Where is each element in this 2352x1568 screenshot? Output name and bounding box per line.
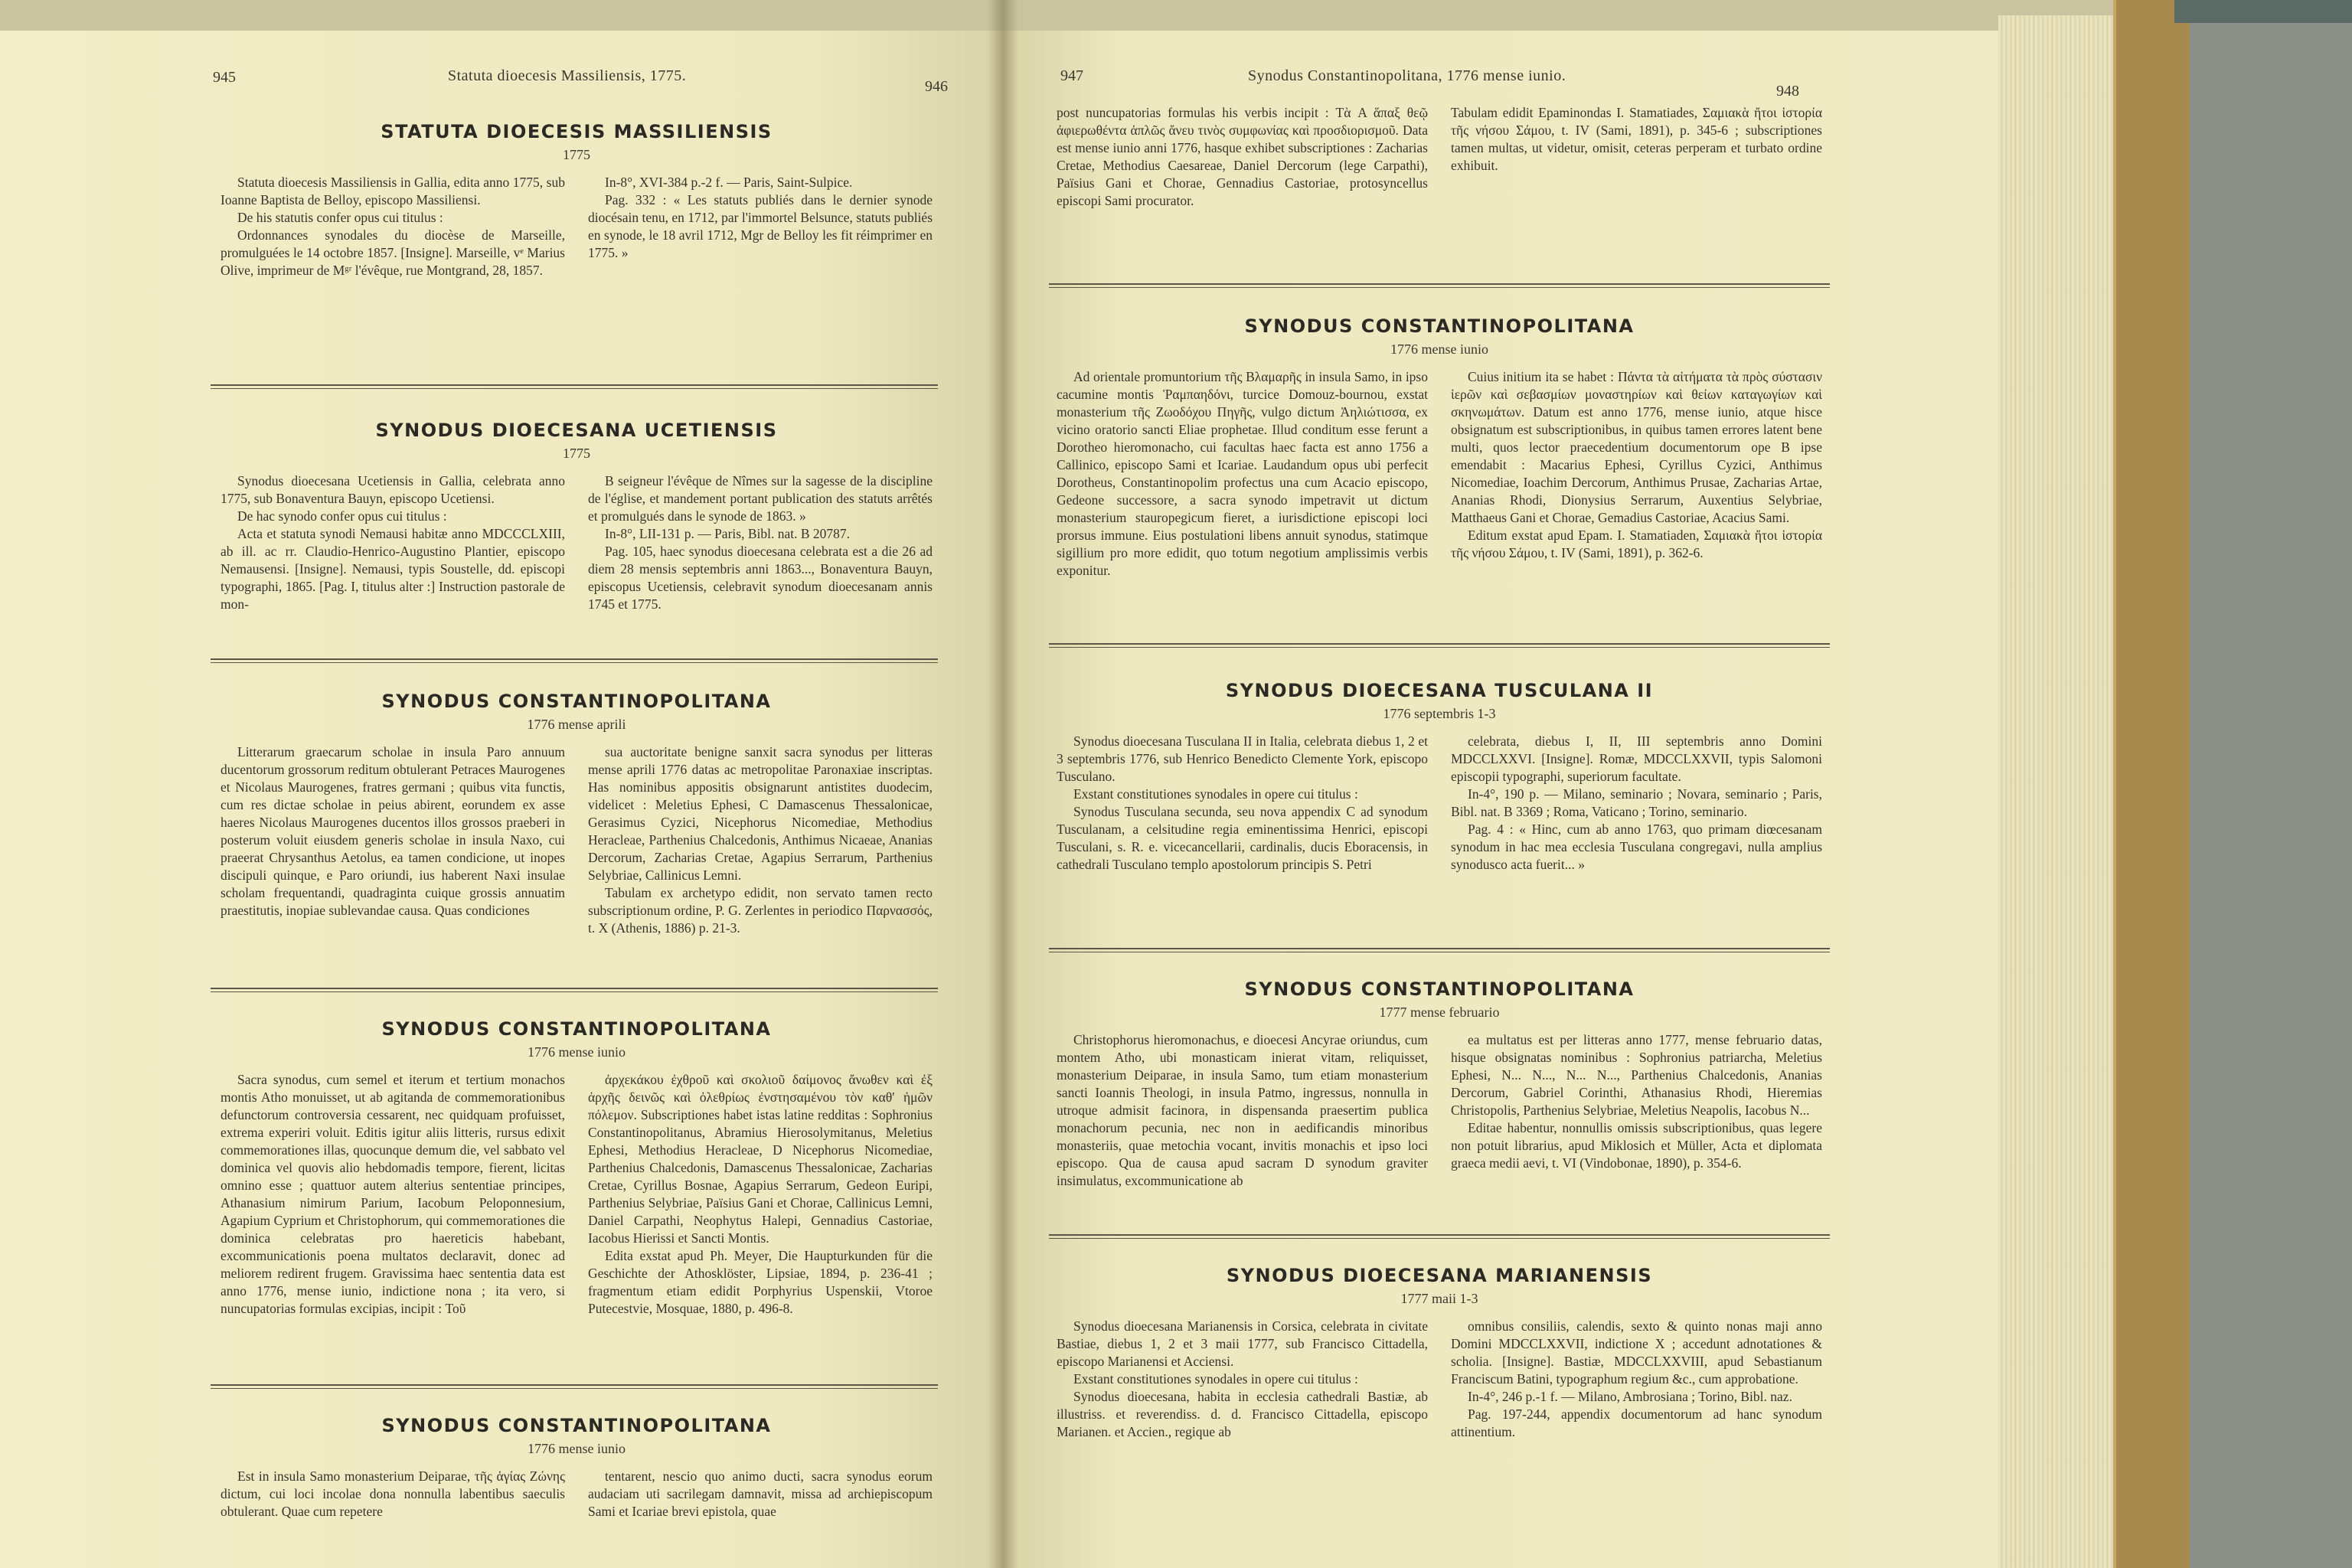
paragraph: Synodus dioecesana, habita in ecclesia cathedrali Bastiæ, ab illustriss. et reverendiss. d. d. Francisco Cittadella, episcopo Marianen. et Accien., regique ab bbox=[1057, 1389, 1428, 1439]
section-divider bbox=[211, 384, 938, 386]
text-column-left bbox=[220, 1071, 565, 1318]
book-cover bbox=[2113, 0, 2193, 1568]
background-strip bbox=[2174, 0, 2352, 23]
paragraph: Editum exstat apud Epam. I. Stamatiaden, Σαμιακὰ ἤτοι ἱστορία τῆς νήσου Σάμου, t. IV (Sami, 1891), p. 362-6. bbox=[1451, 528, 1822, 560]
running-head: Statuta dioecesis Massiliensis, 1775. bbox=[448, 67, 687, 84]
section-date: 1776 mense iunio bbox=[528, 1441, 626, 1456]
paragraph: Synodus dioecesana Ucetiensis in Gallia, celebrata anno 1775, sub Bonaventura Bauyn, episcopo Ucetiensi. bbox=[220, 473, 565, 506]
paragraph: tentarent, nescio quo animo ducti, sacra synodus eorum audaciam uti sacrilegam damnavit, missa ad archiepiscopum Sami et Icariae brevi epistola, quae bbox=[588, 1468, 933, 1519]
paragraph: Exstant constitutiones synodales in opere cui titulus : bbox=[1073, 1371, 1358, 1387]
text-column-right bbox=[1451, 104, 1822, 210]
text-column-left bbox=[1057, 1031, 1428, 1190]
section-date: 1775 bbox=[563, 147, 590, 162]
text-column-left bbox=[1057, 104, 1428, 210]
paragraph: Synodus dioecesana Marianensis in Corsica, celebrata in civitate Bastiae, diebus 1, 2 et 3 maii 1777, sub Francisco Cittadella, episcopo Marianensi et Acciensi. bbox=[1057, 1318, 1428, 1369]
section-title: SYNODUS DIOECESANA TUSCULANA II bbox=[1225, 680, 1654, 701]
paragraph: omnibus consiliis, calendis, sexto & quinto nonas maji anno Domini MDCCLXXVII, indictione X ; accedunt adnotationes & scholia. [Insigne]. Bastiæ, MDCCLXXVIII, apud Sebastianum Franciscum Batini, typographum regium &c., cum approbatione. bbox=[1451, 1318, 1822, 1387]
paragraph: Sacra synodus, cum semel et iterum et tertium monachos montis Atho monuisset, ut ab agitanda de commemorationibus defunctorum controversia cessarent, nec quidquam profuisset, extrema experiri voluit. Editis igitur aliis litteris, rursus edixit commemorationes illas, quocunque demum die, vel sabbato vel dominica vel quovis alio hebdomadis tempore, fierent, licitas omnino esse ; quattuor autem alterius sententiae principes, Athanasium nimirum Parium, Iacobum Peloponnesium, Agapium Cyprium et Christophorum, qui commemorationes die dominica celebratas pro haereticis habebant, excommunicationis poena multatos declaravit, donec ad meliorem redirent frugem. Gravissima haec sententia data est anno 1776, mense iunio, indictione nona ; ita vero, si nuncupatorias formulas excipias, incipit : Τοῦ bbox=[220, 1072, 565, 1316]
section-divider bbox=[1049, 948, 1830, 949]
section-divider bbox=[1049, 643, 1830, 645]
paragraph: Synodus dioecesana Tusculana II in Italia, celebrata diebus 1, 2 et 3 septembris 1776, sub Henrico Benedicto Clemente York, episcopo Tusculano. bbox=[1057, 733, 1428, 784]
section-marianensis bbox=[1057, 1265, 1822, 1441]
section-title: SYNODUS DIOECESANA UCETIENSIS bbox=[375, 420, 778, 441]
section-constantinopolitana-iunio bbox=[220, 1018, 933, 1318]
book-gutter bbox=[988, 0, 1018, 1568]
page-edges bbox=[1998, 15, 2113, 1568]
section-title: SYNODUS CONSTANTINOPOLITANA bbox=[381, 1018, 772, 1040]
paragraph: In-8°, LII-131 p. — Paris, Bibl. nat. B 20787. bbox=[605, 526, 851, 541]
section-title: SYNODUS CONSTANTINOPOLITANA bbox=[381, 1415, 772, 1436]
paragraph: De his statutis confer opus cui titulus : bbox=[237, 210, 443, 225]
paragraph: Pag. 4 : « Hinc, cum ab anno 1763, quo primam diœcesanam synodum in hac mea ecclesia Tusculana congregavi, nulla amplius synodusco acta fuerit... » bbox=[1451, 822, 1822, 872]
section-date: 1776 septembris 1-3 bbox=[1383, 706, 1496, 721]
paragraph: Synodus Tusculana secunda, seu nova appendix C ad synodum Tusculanam, a celsitudine regia eminentissima Henrici, episcopi Tusculani, s. R. e. vicecancellarii, cardinalis, ducis Eboracensis, in cathedrali Tusculano templo apostolorum principis S. Petri bbox=[1057, 804, 1428, 872]
text-column-right bbox=[1451, 733, 1822, 874]
text-column-left bbox=[220, 743, 565, 937]
section-divider bbox=[1049, 283, 1830, 285]
section-constantinopolitana-aprili bbox=[220, 691, 933, 937]
section-constantinopolitana-iunio-samo bbox=[220, 1415, 933, 1521]
text-column-right bbox=[588, 174, 933, 279]
section-divider bbox=[1049, 1234, 1830, 1236]
section-date: 1776 mense iunio bbox=[528, 1044, 626, 1060]
paragraph: De hac synodo confer opus cui titulus : bbox=[237, 508, 447, 524]
column-number: 946 bbox=[925, 78, 948, 95]
section-date: 1777 maii 1-3 bbox=[1400, 1291, 1478, 1306]
section-tusculana bbox=[1057, 680, 1822, 874]
section-constantinopolitana-februario bbox=[1057, 978, 1822, 1190]
left-page bbox=[0, 31, 1003, 1568]
paragraph: Cuius initium ita se habet : Πάντα τὰ αἰτήματα τὰ πρὸς σύστασιν ἱερῶν καὶ σεβασμίων μοναστηρίων καὶ θείων καταγωγίων καὶ σκηνωμάτων. Datum est anno 1776, mense iunio, atque hisce obsignatum est subscriptionibus, in quibus tamen errores latent bene multi, quos lector praecedentium documentorum ope B ipse emendabit : Macarius Ephesi, Cyrillus Cyzici, Anthimus Nicomediae, Ioachim Dercorum, Anthimus Prusae, Zacharias Artae, Ananias Rhodi, Dionysius Serrarum, Auxentius Selybriae, Matthaeus Gani et Chorae, Gemadius Castoriae, Acacius Sami. bbox=[1451, 369, 1822, 525]
paragraph: sua auctoritate benigne sanxit sacra synodus per litteras mense aprili 1776 datas ac metropolitae Paronaxiae inscriptas. Has nominibus appositis obsignarunt antistites duodecim, videlicet : Meletius Ephesi, C Damascenus Thessalonicae, Gerasimus Cyzici, Nicephorus Nicomediae, Methodius Heracleae, Parthenius Chalcedonis, Anthimus Nicaeae, Ananias Dercorum, Zacharias Cretae, Agapius Serrarum, Parthenius Selybriae, Callinicus Lemni. bbox=[588, 744, 933, 883]
running-head: Synodus Constantinopolitana, 1776 mense iunio. bbox=[1248, 67, 1566, 84]
section-date: 1777 mense februario bbox=[1379, 1004, 1500, 1020]
section-divider bbox=[211, 658, 938, 660]
section-title: STATUTA DIOECESIS MASSILIENSIS bbox=[381, 121, 773, 142]
text-column-right bbox=[588, 472, 933, 613]
paragraph: post nuncupatorias formulas his verbis incipit : Τὰ A ἅπαξ θεῷ ἀφιερωθέντα ἁπλῶς ἄνευ τινὸς συμφωνίας καὶ προσδιορισμοῦ. Data est mense iunio anni 1776, hasque exhibet subscriptiones : Zacharias Cretae, Methodius Caesareae, Daniel Dercorum (lege Carpathi), Païsius Gani et Chorae, Gennadius Castoriae, protosyncellus episcopi Sami procurator. bbox=[1057, 105, 1428, 208]
section-title: SYNODUS CONSTANTINOPOLITANA bbox=[1244, 315, 1635, 337]
section-continuation bbox=[1057, 104, 1822, 210]
paragraph: Editae habentur, nonnullis omissis subscriptionibus, quas legere non potuit librarius, apud Miklosich et Müller, Acta et diplomata graeca medii aevi, t. VI (Vindobonae, 1890), p. 354-6. bbox=[1451, 1120, 1822, 1171]
text-column-right bbox=[588, 1468, 933, 1521]
section-title: SYNODUS DIOECESANA MARIANENSIS bbox=[1226, 1265, 1653, 1286]
paragraph: Ordonnances synodales du diocèse de Marseille, promulguées le 14 octobre 1857. [Insigne]. Marseille, vᵉ Marius Olive, imprimeur de Mᵍʳ l'évêque, rue Montgrand, 28, 1857. bbox=[220, 227, 565, 278]
paragraph: Ad orientale promuntorium τῆς Βλαμαρῆς in insula Samo, in ipso cacumine montis Ῥαμπαηδόνι, turcice Domouz-bournou, exstat monasterium τῆς Ζωοδόχου Πηγῆς, vulgo dictum Ἀηλιώτισσα, ex vicino oratorio sancti Eliae prophetae. Illud conditum esse ferunt a Dorotheo hieromonacho, cui facultas haec facta est anno 1756 a Callinico, episcopo Sami et Icariae. Laudandum opus ubi perfecit Dorotheus, Constantinopolim profectus una cum Acacio episcopo, Gedeone successore, a sacra synodo impetravit ut dictum monasterium stauropegicum fieret, a iurisdictione episcopi loci prorsus immune. Eius postulationi libens annuit synodus, statimque sigillium pro more edidit, quo totum negotium amplissimis verbis exponitur. bbox=[1057, 369, 1428, 578]
paragraph: B seigneur l'évêque de Nîmes sur la sagesse de la discipline de l'église, et mandement portant publication des statuts arrêtés et promulgués dans le synode de 1863. » bbox=[588, 473, 933, 524]
section-date: 1775 bbox=[563, 446, 590, 461]
column-number: 948 bbox=[1776, 83, 1799, 100]
paragraph: Est in insula Samo monasterium Deiparae, τῆς ἁγίας Ζώνης dictum, cui loci incolae dona nonnulla labentibus saeculis obtulerant. Quae cum repetere bbox=[220, 1468, 565, 1519]
section-divider bbox=[211, 988, 938, 989]
paragraph: Edita exstat apud Ph. Meyer, Die Haupturkunden für die Geschichte der Athosklöster, Lipsiae, 1894, p. 236-41 ; fragmentum etiam edidit Porphyrius Uspenskii, Vtoroe Putecestvie, Mosquae, 1880, p. 496-8. bbox=[588, 1248, 933, 1316]
paragraph: Tabulam ex archetypo edidit, non servato tamen recto subscriptionum ordine, P. G. Zerlentes in periodico Παρνασσός, t. X (Athenis, 1886) p. 21-3. bbox=[588, 885, 933, 936]
text-column-left bbox=[1057, 1318, 1428, 1441]
text-column-left bbox=[1057, 368, 1428, 580]
table-surface bbox=[2190, 0, 2352, 1568]
section-date: 1776 mense iunio bbox=[1390, 341, 1488, 357]
paragraph: Pag. 332 : « Les statuts publiés dans le dernier synode diocésain tenu, en 1712, par l'immortel Belsunce, statuts publiés en synode, le 18 avril 1712, Mgr de Belloy les fit réimprimer en 1775. » bbox=[588, 192, 933, 260]
paragraph: In-4°, 190 p. — Milano, seminario ; Novara, seminario ; Paris, Bibl. nat. B 3369 ; Roma, Vaticano ; Torino, seminario. bbox=[1451, 786, 1822, 819]
paragraph: Exstant constitutiones synodales in opere cui titulus : bbox=[1073, 786, 1358, 802]
paragraph: Christophorus hieromonachus, e dioecesi Ancyrae oriundus, cum montem Atho, ubi monasticam inierat vitam, reliquisset, monasterium Deiparae, in insula Samo, tum etiam monasterium sancti Ioannis Theologi, in insula Patmo, ingressus, nonnulla in utroque admisit facinora, in dispensanda praesertim publica monachorum pecunia, nec non in aedificandis minoribus monasteriis, quae metochia vocant, invitis monachis et ipso loci episcopo. Qua de causa apud sacram D synodum graviter insimulatus, excommunicatione ab bbox=[1057, 1032, 1428, 1188]
section-title: SYNODUS CONSTANTINOPOLITANA bbox=[381, 691, 772, 712]
paragraph: Pag. 197-244, appendix documentorum ad hanc synodum attinentium. bbox=[1451, 1406, 1822, 1439]
right-page bbox=[1003, 31, 1998, 1568]
text-column-right bbox=[1451, 368, 1822, 580]
paragraph: celebrata, diebus I, II, III septembris anno Domini MDCCLXXVI. [Insigne]. Romæ, MDCCLXXVII, typis Salomoni episcopii typographi, superiorum facultate. bbox=[1451, 733, 1822, 784]
paragraph: Statuta dioecesis Massiliensis in Gallia, edita anno 1775, sub Ioanne Baptista de Belloy, episcopo Massiliensi. bbox=[220, 175, 565, 207]
paragraph: In-8°, XVI-384 p.-2 f. — Paris, Saint-Sulpice. bbox=[605, 175, 853, 190]
paragraph: Litterarum graecarum scholae in insula Paro annuum ducentorum grossorum reditum obtulerant Petraces Maurogenes et Nicolaus Maurogenes, fratres germani ; quibus vita functis, cum res dictae scholae in peius abirent, eorundem ex asse haeres Nicolaus Maurogenes ducentos illos grossos praeberi in posterum voluit eiusdem generis scholae in insula Naxo, cui praeerat Chrysanthus Aetolus, ea tamen condicione, ut inopes discipuli quinque, e Paro oriundi, ius haberent Naxi insulae scholam frequentandi, quadraginta cuique grossis annuatim praestitutis, inopiae sublevandae causa. Quas condiciones bbox=[220, 744, 565, 918]
text-column-left bbox=[220, 472, 565, 613]
section-constantinopolitana-samo bbox=[1057, 315, 1822, 580]
text-column-right bbox=[588, 743, 933, 937]
section-statuta-massiliensis bbox=[220, 121, 933, 279]
text-column-right bbox=[1451, 1031, 1822, 1190]
section-divider bbox=[211, 1384, 938, 1386]
paragraph: Tabulam edidit Epaminondas I. Stamatiades, Σαμιακὰ ἤτοι ἱστορία τῆς νήσου Σάμου, t. IV (Sami, 1891), p. 345-6 ; subscriptiones tamen multas, ut videtur, omisit, ceteras perperam et turbato ordine exhibuit. bbox=[1451, 105, 1822, 173]
paragraph: ea multatus est per litteras anno 1777, mense februario datas, hisque obsignatas nominibus : Sophronius patriarcha, Meletius Ephesi, N... N..., N... N..., Parthenius Chalcedonis, Ananias Dercorum, Gabriel Corinthi, Athanasius Rhodi, Hieremias Christopolis, Parthenius Selybriae, Meletius Neapolis, Iacobus N... bbox=[1451, 1032, 1822, 1118]
section-title: SYNODUS CONSTANTINOPOLITANA bbox=[1244, 978, 1635, 1000]
section-date: 1776 mense aprili bbox=[527, 717, 626, 732]
section-synodus-ucetiensis bbox=[220, 420, 933, 613]
paragraph: ἀρχεκάκου ἐχθροῦ καὶ σκολιοῦ δαίμονος ἄνωθεν καὶ ἐξ ἀρχῆς δεινῶς καὶ ὀλεθρίως ἐνστησαμένου τὸν καθ' ἡμῶν πόλεμον. Subscriptiones habet istas latine redditas : Sophronius Constantinopolitanus, Abramius Hierosolymitanus, Meletius Ephesi, Methodius Heracleae, D Nicephorus Nicomediae, Parthenius Chalcedonis, Damascenus Thessalonicae, Zacharias Cretae, Cyrillus Bosnae, Agapius Serrarum, Gedeon Euripi, Parthenius Selybriae, Païsius Gani et Chorae, Callinicus Lemni, Daniel Carpathi, Neophytus Halepi, Gennadius Castoriae, Iacobus Hierissi et Sancti Montis. bbox=[588, 1072, 933, 1246]
text-column-left bbox=[220, 1468, 565, 1521]
text-column-left bbox=[220, 174, 565, 279]
paragraph: In-4°, 246 p.-1 f. — Milano, Ambrosiana ; Torino, Bibl. naz. bbox=[1468, 1389, 1792, 1404]
paragraph: Pag. 105, haec synodus dioecesana celebrata est a die 26 ad diem 28 mensis septembris anni 1863..., Bonaventura Bauyn, episcopus Ucetiensis, celebravit synodum dioecesanam annis 1745 et 1775. bbox=[588, 544, 933, 612]
column-number: 947 bbox=[1060, 67, 1083, 84]
text-column-right bbox=[1451, 1318, 1822, 1441]
text-column-left bbox=[1057, 733, 1428, 874]
text-column-right bbox=[588, 1071, 933, 1318]
paragraph: Acta et statuta synodi Nemausi habitæ anno MDCCCLXIII, ab ill. ac rr. Claudio-Henrico-Augustino Plantier, episcopo Nemausensi. [Insigne]. Nemausi, typis Soustelle, dd. episcopi typographi, 1865. [Pag. I, titulus alter :] Instruction pastorale de mon- bbox=[220, 526, 565, 612]
column-number: 945 bbox=[213, 69, 236, 86]
